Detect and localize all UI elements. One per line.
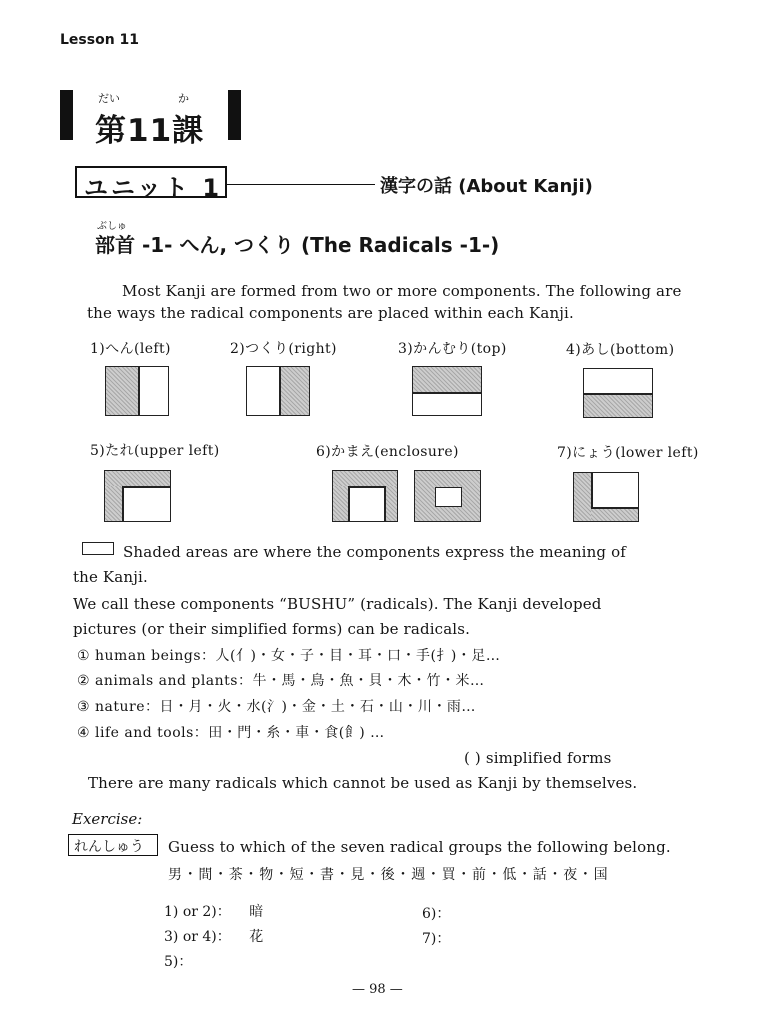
category-number: ③ [77, 699, 91, 715]
radical-diagram-enclosure-full [414, 470, 481, 522]
intro-line-2: the ways the radical components are placed within each Kanji. [87, 304, 574, 322]
answer-row [422, 928, 450, 948]
unit-title: 漢字の話 (About Kanji) [380, 176, 593, 197]
radical-diagram-left [105, 366, 169, 416]
furigana-dai: だい [98, 92, 120, 105]
category-text: animals and plants：牛・馬・鳥・魚・貝・木・竹・米… [95, 673, 485, 689]
section-furigana: ぶしゅ [97, 221, 127, 232]
answer-row [164, 926, 263, 946]
radical-diagram-lower-left [573, 472, 639, 522]
category-item [77, 645, 500, 665]
exercise-label: れんしゅう [74, 839, 144, 855]
answer-label: 6)： [422, 906, 451, 922]
radical-diagram-upper-left [104, 470, 171, 522]
radical-diagram-enclosure-open [332, 470, 398, 522]
answer-label: 1) or 2)： [164, 904, 231, 920]
simplified-forms-note: ( ) simplified forms [464, 749, 612, 767]
unit-rule [227, 184, 375, 185]
answer-row [164, 901, 263, 921]
answer-row [422, 903, 450, 923]
unit-label: ユニット 1 [84, 174, 223, 202]
section-title: 部首 -1- へん, つくり (The Radicals -1-) [95, 233, 500, 257]
legend-swatch [82, 542, 114, 555]
answer-value: 暗 [249, 904, 264, 920]
answer-label: 7)： [422, 931, 451, 947]
category-text: life and tools：田・門・糸・車・食(飠) … [95, 725, 385, 741]
radical-caption-top: 3)かんむり(top) [398, 341, 507, 357]
exercise-heading: Exercise: [72, 810, 143, 828]
legend-line-1: Shaded areas are where the components express the meaning of [123, 543, 626, 561]
title-bar-left [60, 90, 73, 140]
answer-label: 3) or 4)： [164, 929, 231, 945]
category-item [77, 722, 385, 742]
lesson-title: 第11課 [95, 113, 205, 149]
title-bar-right [228, 90, 241, 140]
category-item [77, 670, 484, 690]
bushu-line-2: pictures (or their simplified forms) can be radicals. [73, 620, 471, 638]
closing-sentence: There are many radicals which cannot be used as Kanji by themselves. [88, 774, 638, 792]
legend-line-2: the Kanji. [73, 568, 148, 586]
radical-caption-enclosure: 6)かまえ(enclosure) [316, 444, 459, 460]
answer-row [164, 951, 192, 971]
category-number: ① [77, 648, 91, 664]
radical-caption-upper-left: 5)たれ(upper left) [90, 443, 220, 459]
furigana-ka: か [178, 92, 189, 105]
bushu-line-1: We call these components “BUSHU” (radicals). The Kanji developed [73, 595, 602, 613]
category-number: ④ [77, 725, 91, 741]
category-number: ② [77, 673, 91, 689]
page-number: — 98 — [352, 982, 403, 997]
answer-label: 5)： [164, 954, 193, 970]
exercise-instruction: Guess to which of the seven radical groups the following belong. [168, 838, 671, 856]
radical-caption-bottom: 4)あし(bottom) [566, 342, 675, 358]
lesson-header: Lesson 11 [60, 32, 140, 48]
category-text: nature：日・月・火・水(氵)・金・土・石・山・川・雨… [95, 699, 476, 715]
category-text: human beings：人(亻)・女・子・目・耳・口・手(扌)・足… [95, 648, 501, 664]
intro-line-1: Most Kanji are formed from two or more components. The following are [122, 282, 682, 300]
radical-diagram-right [246, 366, 310, 416]
radical-diagram-bottom [583, 368, 653, 418]
radical-diagram-top [412, 366, 482, 416]
radical-caption-lower-left: 7)にょう(lower left) [557, 445, 699, 461]
radical-caption-right: 2)つくり(right) [230, 341, 337, 357]
category-item [77, 696, 476, 716]
exercise-kanji-list: 男・間・茶・物・短・書・見・後・週・買・前・低・話・夜・国 [168, 867, 609, 883]
answer-value: 花 [249, 929, 264, 945]
radical-caption-left: 1)へん(left) [90, 341, 171, 357]
